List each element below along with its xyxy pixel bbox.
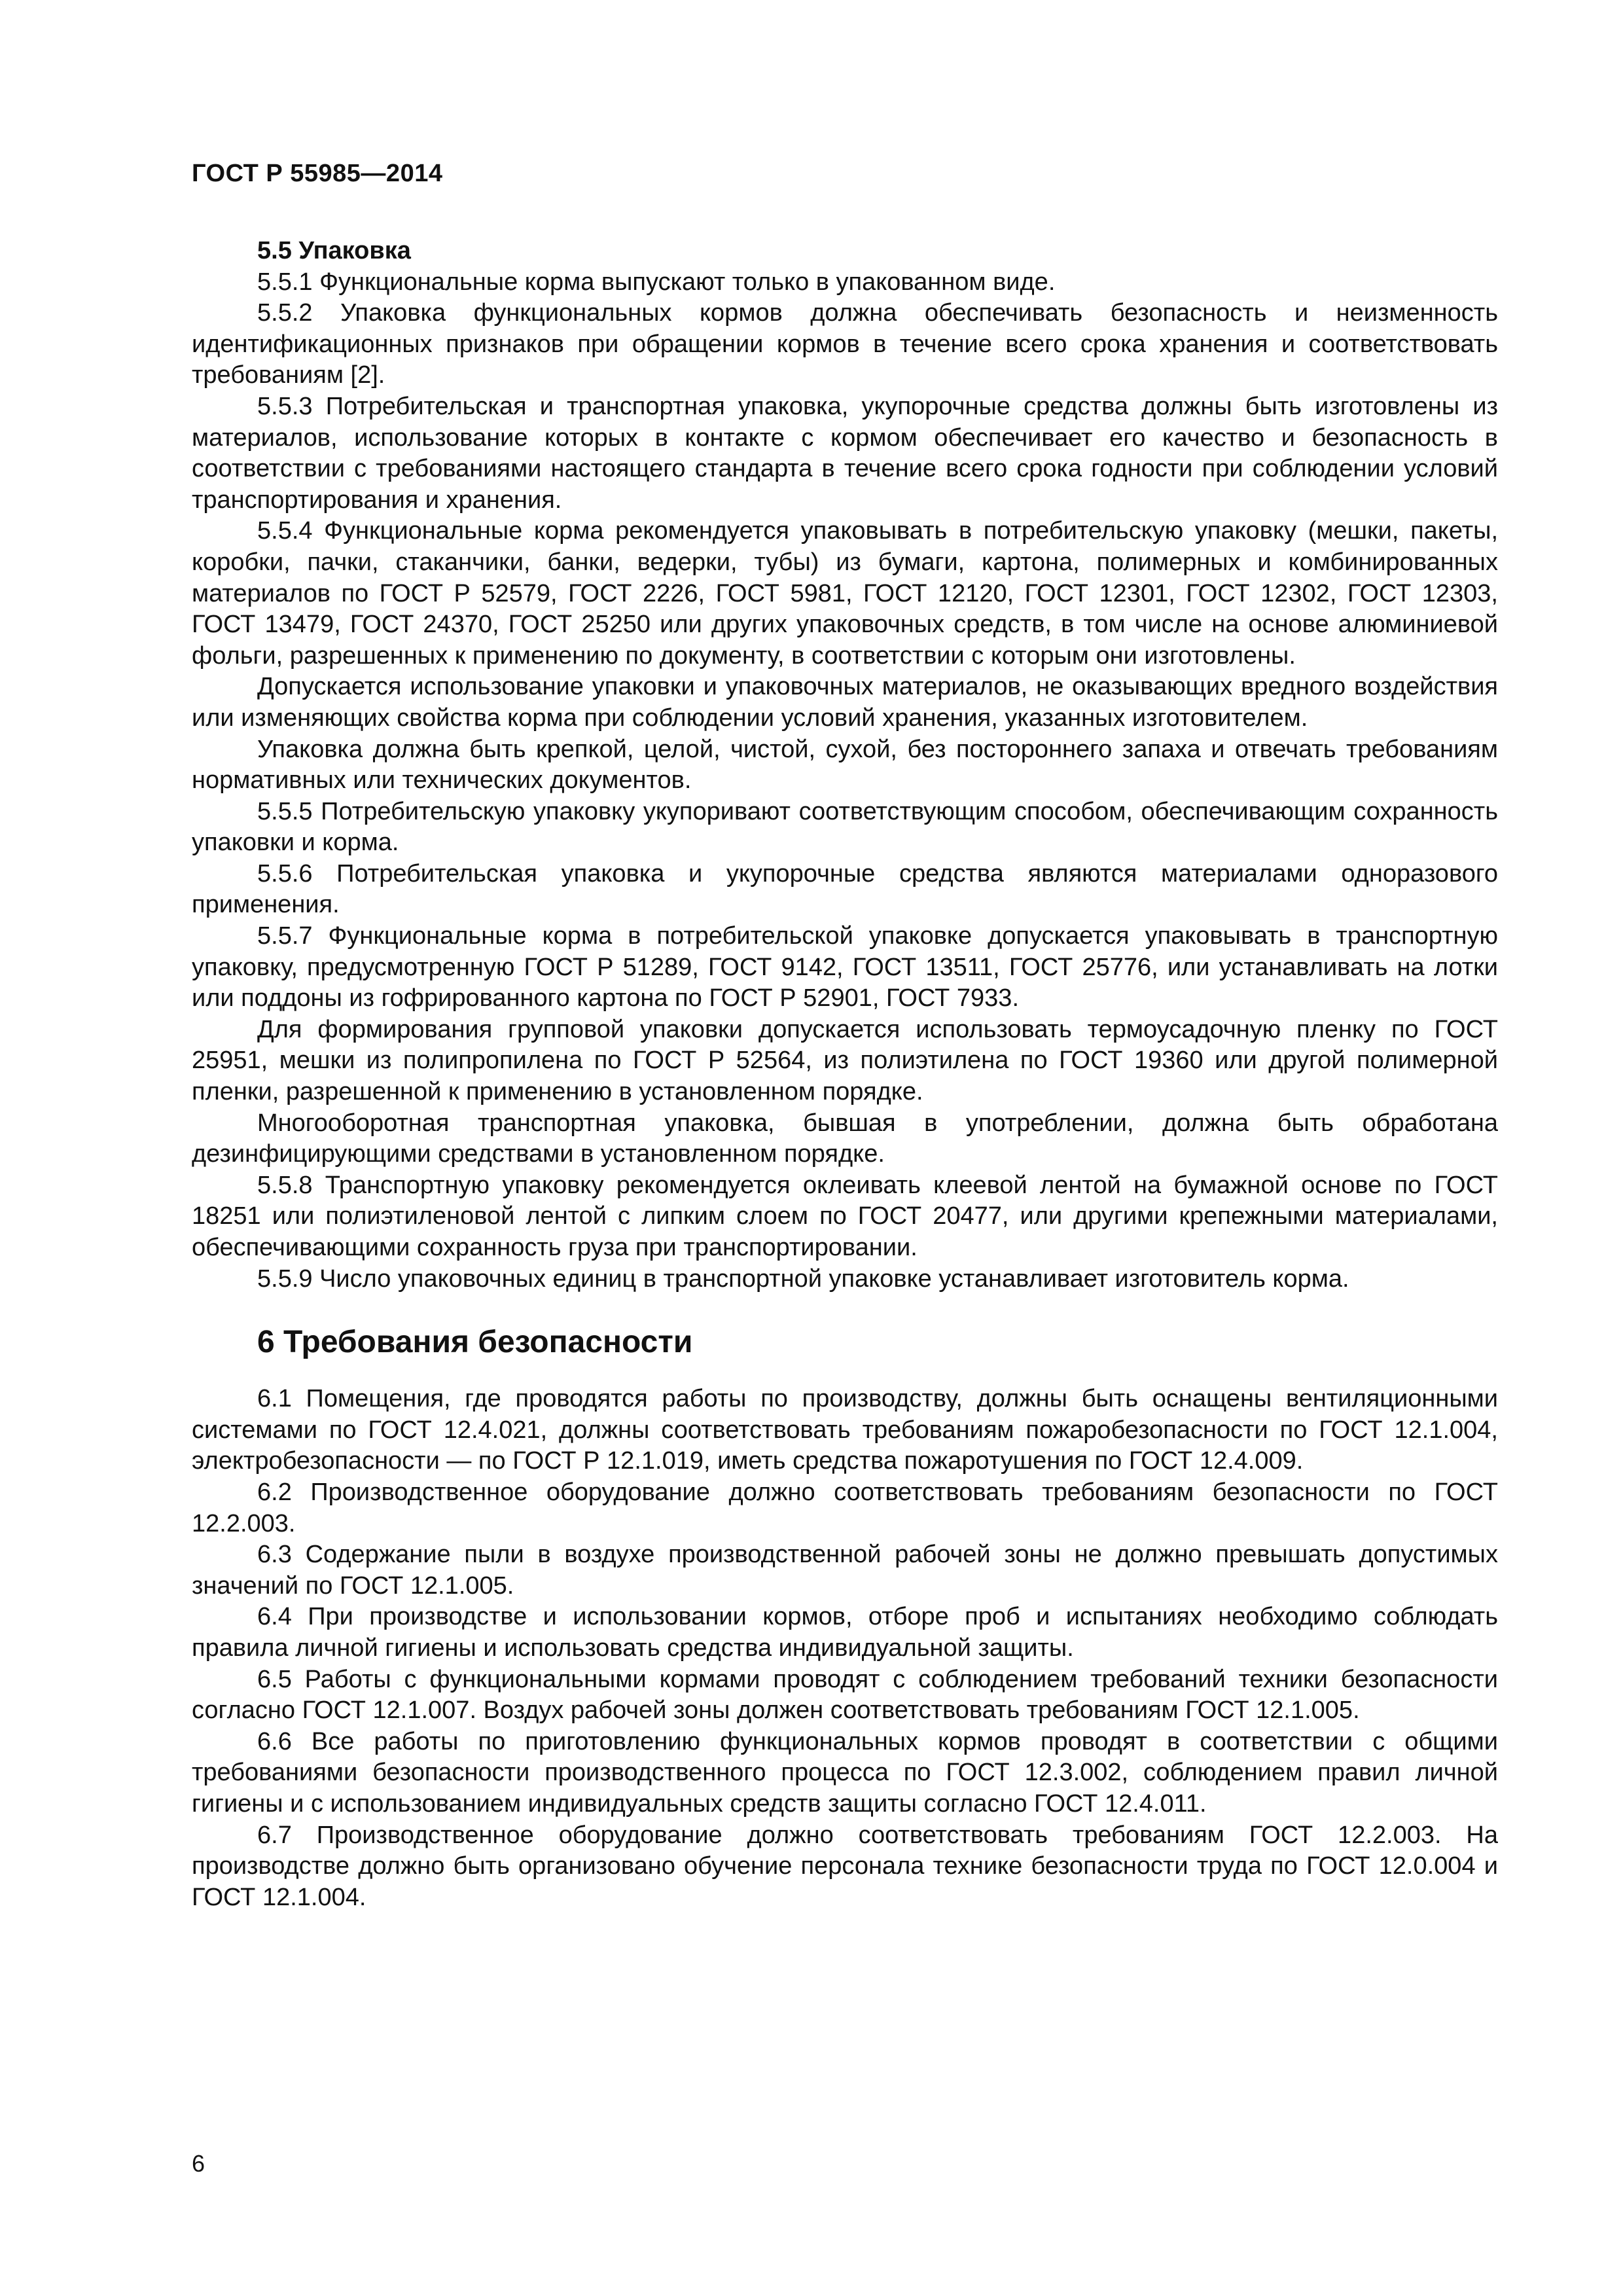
document-header: ГОСТ Р 55985—2014 <box>192 160 443 187</box>
paragraph-5-5-8: 5.5.8 Транспортную упаковку рекомендуется оклеивать клеевой лентой на бумажной основе по ГОСТ 18251 или полиэтиленовой лентой с липким слоем по ГОСТ 20477, или другими крепежными материалами, обеспечивающими сохранность груза при транспортировании. <box>192 1171 1498 1261</box>
page-number: 6 <box>192 2150 205 2177</box>
paragraph-5-5-4-package-quality: Упаковка должна быть крепкой, целой, чистой, сухой, без постороннего запаха и отвечать требованиям нормативных или технических документов. <box>192 735 1498 795</box>
paragraph-6-7: 6.7 Производственное оборудование должно соответствовать требованиям ГОСТ 12.2.003. На производстве должно быть организовано обучение персонала технике безопасности труда по ГОСТ 12.0.004 и ГОСТ 12.1.004. <box>192 1821 1498 1911</box>
paragraph-5-5-5: 5.5.5 Потребительскую упаковку укупоривают соответствующим способом, обеспечивающим сохранность упаковки и корма. <box>192 797 1498 857</box>
paragraph-5-5-6: 5.5.6 Потребительская упаковка и укупорочные средства являются материалами одноразового применения. <box>192 859 1498 919</box>
paragraph-5-5-7-group-packaging: Для формирования групповой упаковки допускается использовать термоусадочную пленку по ГОСТ 25951, мешки из полипропилена по ГОСТ Р 52564, из полиэтилена по ГОСТ 19360 или другой полимерной пленки, разрешенной к применению в установленном порядке. <box>192 1015 1498 1106</box>
paragraph-6-1: 6.1 Помещения, где проводятся работы по производству, должны быть оснащены вентиляционными системами по ГОСТ 12.4.021, должны соответствовать требованиям пожаробезопасности по ГОСТ 12.1.004, электробезопасности — по ГОСТ Р 12.1.019, иметь средства пожаротушения по ГОСТ 12.4.009. <box>192 1385 1498 1475</box>
paragraph-5-5-4: 5.5.4 Функциональные корма рекомендуется упаковывать в потребительскую упаковку (мешки, пакеты, коробки, пачки, стаканчики, банки, ведерки, тубы) из бумаги, картона, полимерных и комбинированных материалов по ГОСТ Р 52579, ГОСТ 2226, ГОСТ 5981, ГОСТ 12120, ГОСТ 12301, ГОСТ 12302, ГОСТ 12303, ГОСТ 13479, ГОСТ 24370, ГОСТ 25250 или других упаковочных средств, в том числе на основе алюминиевой фольги, разрешенных к применению по документу, в соответствии с которым они изготовлены. <box>192 517 1498 670</box>
document-body <box>192 236 1498 1913</box>
paragraph-5-5-4-allowed-materials: Допускается использование упаковки и упаковочных материалов, не оказывающих вредного воздействия или изменяющих свойства корма при соблюдении условий хранения, указанных изготовителем. <box>192 673 1498 732</box>
section-heading-6: 6 Требования безопасности <box>257 1325 693 1360</box>
paragraph-6-3: 6.3 Содержание пыли в воздухе производственной рабочей зоны не должно превышать допустимых значений по ГОСТ 12.1.005. <box>192 1541 1498 1600</box>
paragraph-5-5-2: 5.5.2 Упаковка функциональных кормов должна обеспечивать безопасность и неизменность идентификационных признаков при обращении кормов в течение всего срока хранения и соответствовать требованиям [2]. <box>192 299 1498 389</box>
paragraph-5-5-7: 5.5.7 Функциональные корма в потребительской упаковке допускается упаковывать в транспортную упаковку, предусмотренную ГОСТ Р 51289, ГОСТ 9142, ГОСТ 13511, ГОСТ 25776, или устанавливать на лотки или поддоны из гофрированного картона по ГОСТ Р 52901, ГОСТ 7933. <box>192 922 1498 1013</box>
section-heading-5-5: 5.5 Упаковка <box>257 237 411 264</box>
paragraph-6-5: 6.5 Работы с функциональными кормами проводят с соблюдением требований техники безопасности согласно ГОСТ 12.1.007. Воздух рабочей зоны должен соответствовать требованиям ГОСТ 12.1.005. <box>192 1665 1498 1725</box>
paragraph-6-6: 6.6 Все работы по приготовлению функциональных кормов проводят в соответствии с общими требованиями безопасности производственного процесса по ГОСТ 12.3.002, соблюдением правил личной гигиены и с использованием индивидуальных средств защиты согласно ГОСТ 12.4.011. <box>192 1727 1498 1818</box>
paragraph-5-5-3: 5.5.3 Потребительская и транспортная упаковка, укупорочные средства должны быть изготовлены из материалов, использование которых в контакте с кормом обеспечивает его качество и безопасность в соответствии с требованиями настоящего стандарта в течение всего срока годности при соблюдении условий транспортирования и хранения. <box>192 392 1498 514</box>
paragraph-5-5-9: 5.5.9 Число упаковочных единиц в транспортной упаковке устанавливает изготовитель корма. <box>257 1265 1349 1293</box>
paragraph-5-5-7-reusable-packaging: Многооборотная транспортная упаковка, бывшая в употреблении, должна быть обработана дезинфицирующими средствами в установленном порядке. <box>192 1109 1498 1168</box>
paragraph-6-2: 6.2 Производственное оборудование должно соответствовать требованиям безопасности по ГОСТ 12.2.003. <box>192 1478 1498 1537</box>
paragraph-6-4: 6.4 При производстве и использовании кормов, отборе проб и испытаниях необходимо соблюдать правила личной гигиены и использовать средства индивидуальной защиты. <box>192 1603 1498 1662</box>
paragraph-5-5-1: 5.5.1 Функциональные корма выпускают только в упакованном виде. <box>257 268 1056 296</box>
